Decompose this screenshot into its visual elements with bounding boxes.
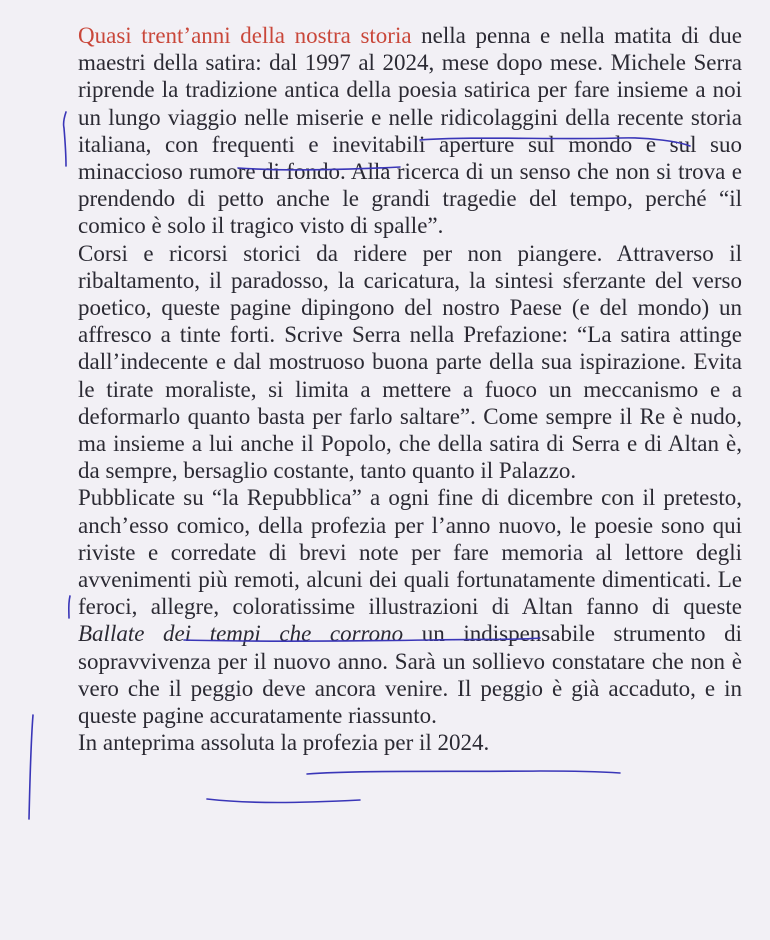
- underline-ballate: [207, 799, 360, 803]
- margin-bracket-2: [69, 596, 70, 618]
- paragraph-3: [78, 484, 742, 729]
- margin-bracket-1: [64, 112, 66, 166]
- paragraph-4-body: In anteprima assoluta la profezia per il 2024.: [78, 730, 490, 756]
- paragraph-1: [78, 22, 742, 240]
- underline-illustrazioni: [307, 771, 620, 774]
- book-title: Ballate dei tempi che corrono: [78, 621, 404, 647]
- paragraph-3-body-start: Pubblicate su “la Repubblica” a ogni fine di dicembre con il pretesto, anch’esso comico, della profezia per l’anno nuovo, le poesie sono qui riviste e corredate di brevi note per fare memoria al lettore degli avvenimenti più remoti, alcuni dei quali fortunatamente dimenticati. Le feroci, allegre, coloratissime illustrazioni di Altan fanno di queste: [78, 485, 742, 620]
- paragraph-2: [78, 240, 742, 485]
- paragraph-2-body: Corsi e ricorsi storici da ridere per non piangere. Attraverso il ribaltamento, il paradosso, la caricatura, la sintesi sferzante del verso poetico, queste pagine dipingono del nostro Paese (e del mondo) un affresco a tinte forti. Scrive Serra nella Prefazione: “La satira attinge dall’indecente e dal mostruoso buona parte della sua ispirazione. Evita le tirate moraliste, si limita a mettere a fuoco un meccanismo e a deformarlo quanto basta per farlo saltare”. Come sempre il Re è nudo, ma insieme a lui anche il Popolo, che della satira di Serra e di Altan è, da sempre, bersaglio costante, tanto quanto il Palazzo.: [78, 240, 742, 484]
- margin-line-3: [29, 715, 33, 819]
- paragraph-3-body-end: un indispensabile strumento di sopravvivenza per il nuovo anno. Sarà un sollievo constatare che non è vero che il peggio deve ancora venire. Il peggio è già accaduto, e in queste pagine accuratamente riassunto.: [78, 621, 742, 729]
- paragraph-1-body: nella penna e nella matita di due maestri della satira: dal 1997 al 2024, mese dopo mese. Michele Serra riprende la tradizione antica della poesia satirica per fare insieme a noi un lungo viaggio nelle miserie e nelle ridicolaggini della recente storia italiana, con frequenti e inevitabili aperture sul mondo e sul suo minaccioso rumore di fondo. Alla ricerca di un senso che non si trova e prendendo di petto anche le grandi tragedie del tempo, perché “il comico è solo il tragico visto di spalle”.: [78, 23, 742, 239]
- blurb-text: [78, 22, 742, 756]
- lead-phrase: Quasi trent’anni della nostra storia: [78, 23, 412, 48]
- paragraph-4: [78, 729, 742, 756]
